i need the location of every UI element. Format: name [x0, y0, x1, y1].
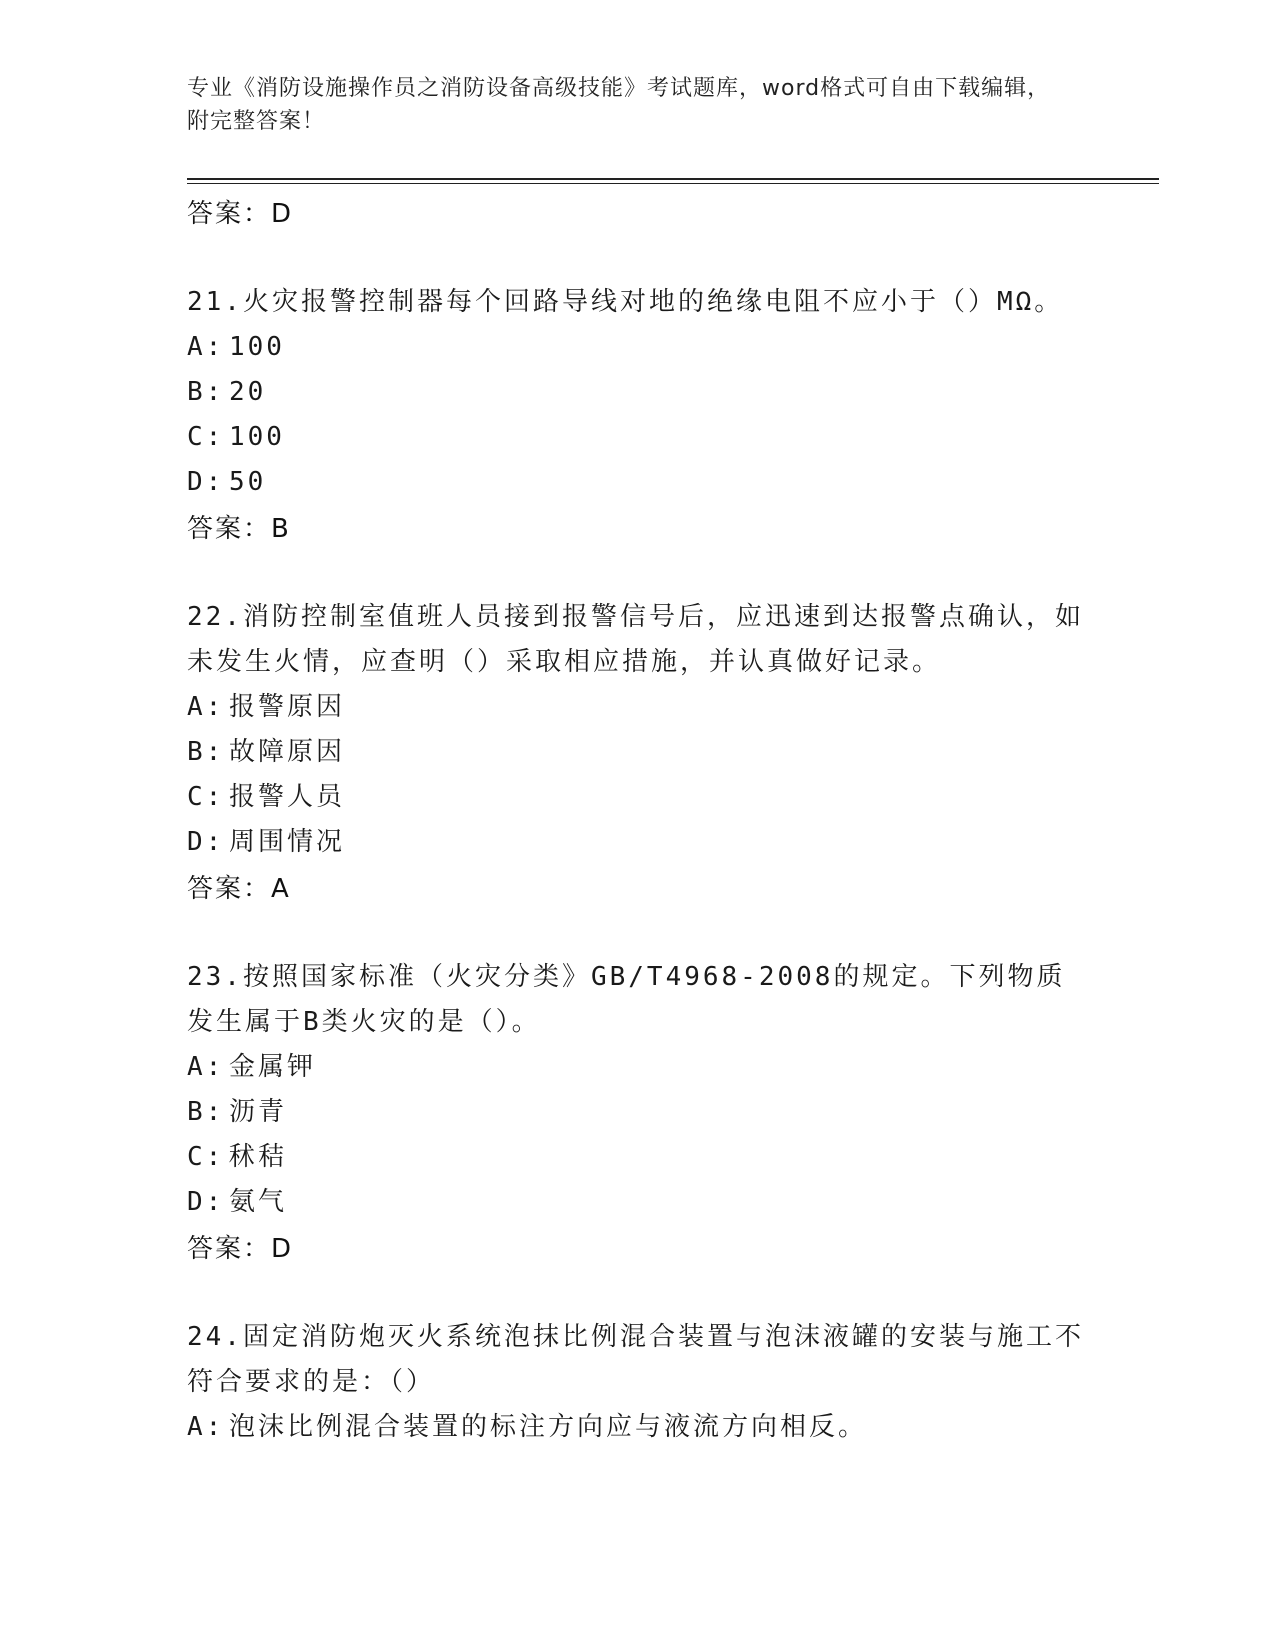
option-key: C: [187, 422, 225, 452]
option-text: 100 [229, 422, 285, 452]
question-text: 21.火灾报警控制器每个回路导线对地的绝缘电阻不应小于（）MΩ。 [187, 287, 1064, 317]
option-a [187, 325, 1087, 370]
option-key: C: [187, 782, 225, 812]
option-text: 100 [229, 332, 285, 362]
option-text: 泡沫比例混合装置的标注方向应与液流方向相反。 [229, 1412, 868, 1442]
option-text: 50 [229, 467, 267, 497]
option-text: 20 [229, 377, 267, 407]
option-key: B: [187, 377, 225, 407]
option-c [187, 1135, 1087, 1180]
header-rule-thin [187, 183, 1159, 184]
option-key: A: [187, 1052, 225, 1082]
option-a [187, 685, 1087, 730]
option-text: 金属钾 [229, 1052, 317, 1082]
answer-line: 答案：B [187, 514, 291, 544]
question-list [187, 190, 1087, 1450]
question-22 [187, 595, 1087, 913]
option-key: A: [187, 1412, 225, 1442]
option-text: 故障原因 [229, 737, 346, 767]
option-key: A: [187, 332, 225, 362]
option-d [187, 820, 1087, 865]
option-text: 氨气 [229, 1187, 288, 1217]
option-key: B: [187, 1097, 225, 1127]
answer-line: 答案：D [187, 1234, 294, 1264]
question-text: 24.固定消防炮灭火系统泡抹比例混合装置与泡沫液罐的安装与施工不符合要求的是：（） [187, 1322, 1084, 1397]
option-key: A: [187, 692, 225, 722]
option-text: 报警人员 [229, 782, 346, 812]
option-key: D: [187, 1187, 225, 1217]
question-23 [187, 955, 1087, 1273]
option-key: D: [187, 827, 225, 857]
answer-line: 答案：A [187, 874, 291, 904]
option-c [187, 775, 1087, 820]
header-rule [187, 178, 1159, 180]
option-text: 报警原因 [229, 692, 346, 722]
answer-line: 答案：D [187, 199, 294, 229]
document-header: 专业《消防设施操作员之消防设备高级技能》考试题库，word格式可自由下载编辑，附完整答案！ [187, 76, 1051, 134]
question-24 [187, 1315, 1087, 1450]
option-key: C: [187, 1142, 225, 1172]
option-a [187, 1405, 1087, 1450]
option-d [187, 460, 1087, 505]
option-key: B: [187, 737, 225, 767]
option-a [187, 1045, 1087, 1090]
option-text: 沥青 [229, 1097, 288, 1127]
question-21 [187, 280, 1087, 553]
option-b [187, 730, 1087, 775]
option-text: 秫秸 [229, 1142, 288, 1172]
option-text: 周围情况 [229, 827, 346, 857]
question-text: 23.按照国家标准（火灾分类》GB/T4968-2008的规定。下列物质发生属于B类火灾的是（）。 [187, 962, 1066, 1037]
option-b [187, 1090, 1087, 1135]
option-d [187, 1180, 1087, 1225]
option-key: D: [187, 467, 225, 497]
option-b [187, 370, 1087, 415]
option-c [187, 415, 1087, 460]
question-text: 22.消防控制室值班人员接到报警信号后，应迅速到达报警点确认，如未发生火情，应查明（）采取相应措施，并认真做好记录。 [187, 602, 1084, 677]
